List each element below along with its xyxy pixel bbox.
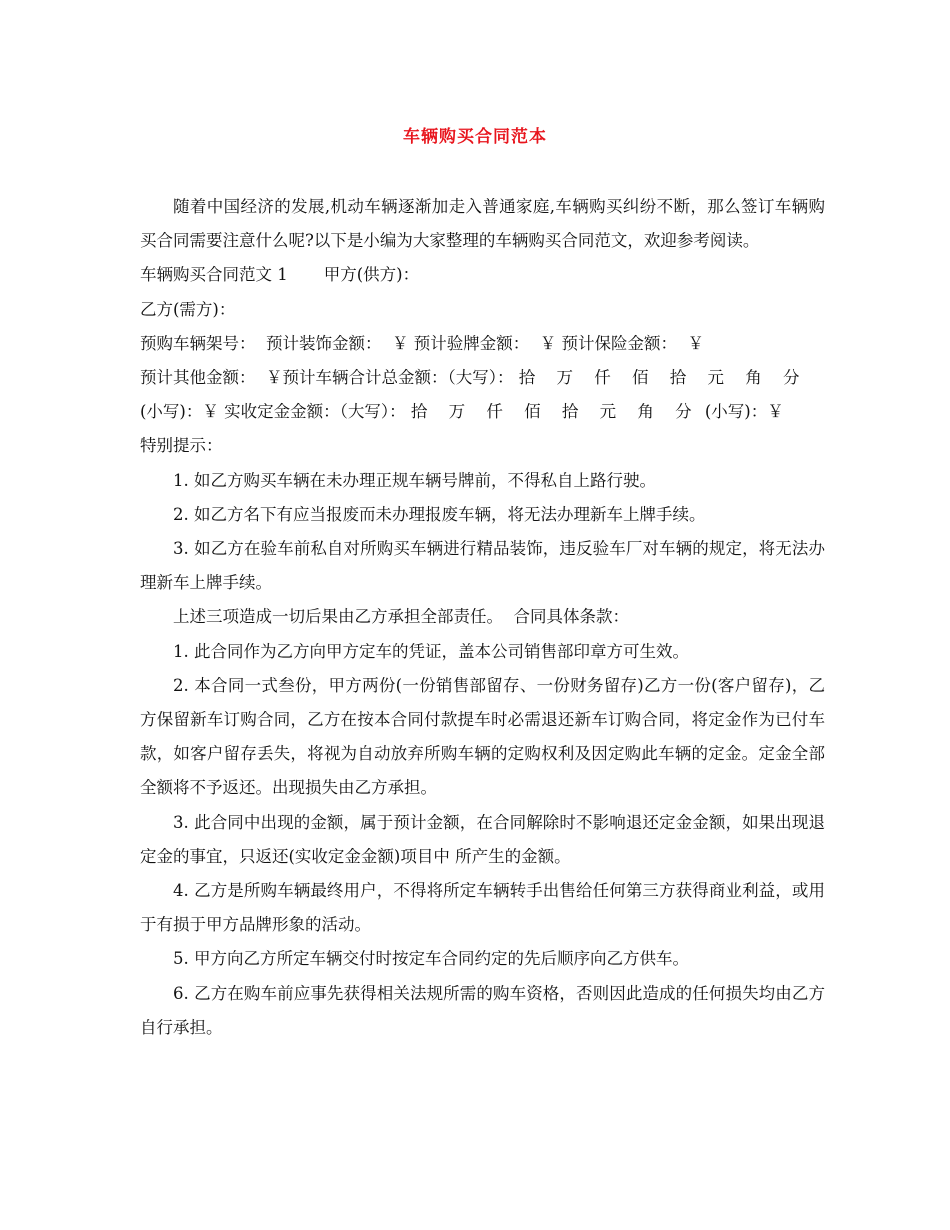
amounts-line-3-units: 拾 万 仟 佰 拾 元 角 分 xyxy=(410,402,700,422)
clause-item: 4. 乙方是所购车辆最终用户，不得将所定车辆转手出售给任何第三方获得商业利益，或用于有损于甲方品牌形象的活动。 xyxy=(140,881,825,935)
party-a-label: 甲方(供方)： xyxy=(323,265,420,285)
summary-line: 上述三项造成一切后果由乙方承担全部责任。 合同具体条款： xyxy=(173,607,629,627)
clause-item: 6. 乙方在购车前应事先获得相关法规所需的购车资格，否则因此造成的任何损失均由乙方自行承担。 xyxy=(140,983,825,1037)
tip-item: 3. 如乙方在验车前私自对所购买车辆进行精品装饰，违反验车厂对车辆的规定，将无法办理新车上牌手续。 xyxy=(140,539,825,593)
sample-heading-line xyxy=(140,258,825,292)
clause-item: 3. 此合同中出现的金额，属于预计金额，在合同解除时不影响退还定金金额，如果出现退定金的事宜，只返还(实收定金金额)项目中 所产生的金额。 xyxy=(140,812,825,866)
clause-item: 1. 此合同作为乙方向甲方定车的凭证，盖本公司销售部印章方可生效。 xyxy=(173,641,689,661)
amounts-line-3 xyxy=(140,395,825,429)
amounts-line-2 xyxy=(140,361,825,395)
amounts-line-2-units: 拾 万 仟 佰 拾 元 角 分 xyxy=(518,368,808,388)
intro-paragraph: 随着中国经济的发展,机动车辆逐渐加走入普通家庭,车辆购买纠纷不断，那么签订车辆购买合同需要注意什么呢?以下是小编为大家整理的车辆购买合同范文，欢迎参考阅读。 xyxy=(140,197,825,251)
clause-item: 5. 甲方向乙方所定车辆交付时按定车合同约定的先后顺序向乙方供车。 xyxy=(173,949,689,969)
special-heading: 特别提示： xyxy=(140,436,223,456)
clause-item: 2. 本合同一式叁份，甲方两份(一份销售部留存、一份财务留存)乙方一份(客户留存)，乙方保留新车订购合同，乙方在按本合同付款提车时必需退还新车订购合同，将定金作为已付车款，如客户留存丢失，将视为自动放弃所购车辆的定购权利及因定购此车辆的定金。定金全部全额将不予返还。出现损失由乙方承担。 xyxy=(140,675,825,798)
amounts-line-3-a: (小写)：￥ 实收定金金额：（大写）： xyxy=(140,402,406,422)
document-title: 车辆购买合同范本 xyxy=(403,127,547,147)
amounts-line-1: 预购车辆架号： 预计装饰金额： ￥ 预计验牌金额： ￥ 预计保险金额： ￥ xyxy=(140,333,704,353)
amounts-line-3-b: (小写)：￥ xyxy=(704,402,784,422)
tip-item: 1. 如乙方购买车辆在未办理正规车辆号牌前，不得私自上路行驶。 xyxy=(173,470,656,490)
party-b-label: 乙方(需方)： xyxy=(140,299,236,319)
amounts-line-2-prefix: 预计其他金额： ￥预计车辆合计总金额：（大写）： xyxy=(140,368,514,388)
document-body xyxy=(140,190,825,1045)
sample-label: 车辆购买合同范文 1 xyxy=(140,265,288,285)
tip-item: 2. 如乙方名下有应当报废而未办理报废车辆，将无法办理新车上牌手续。 xyxy=(173,504,706,524)
